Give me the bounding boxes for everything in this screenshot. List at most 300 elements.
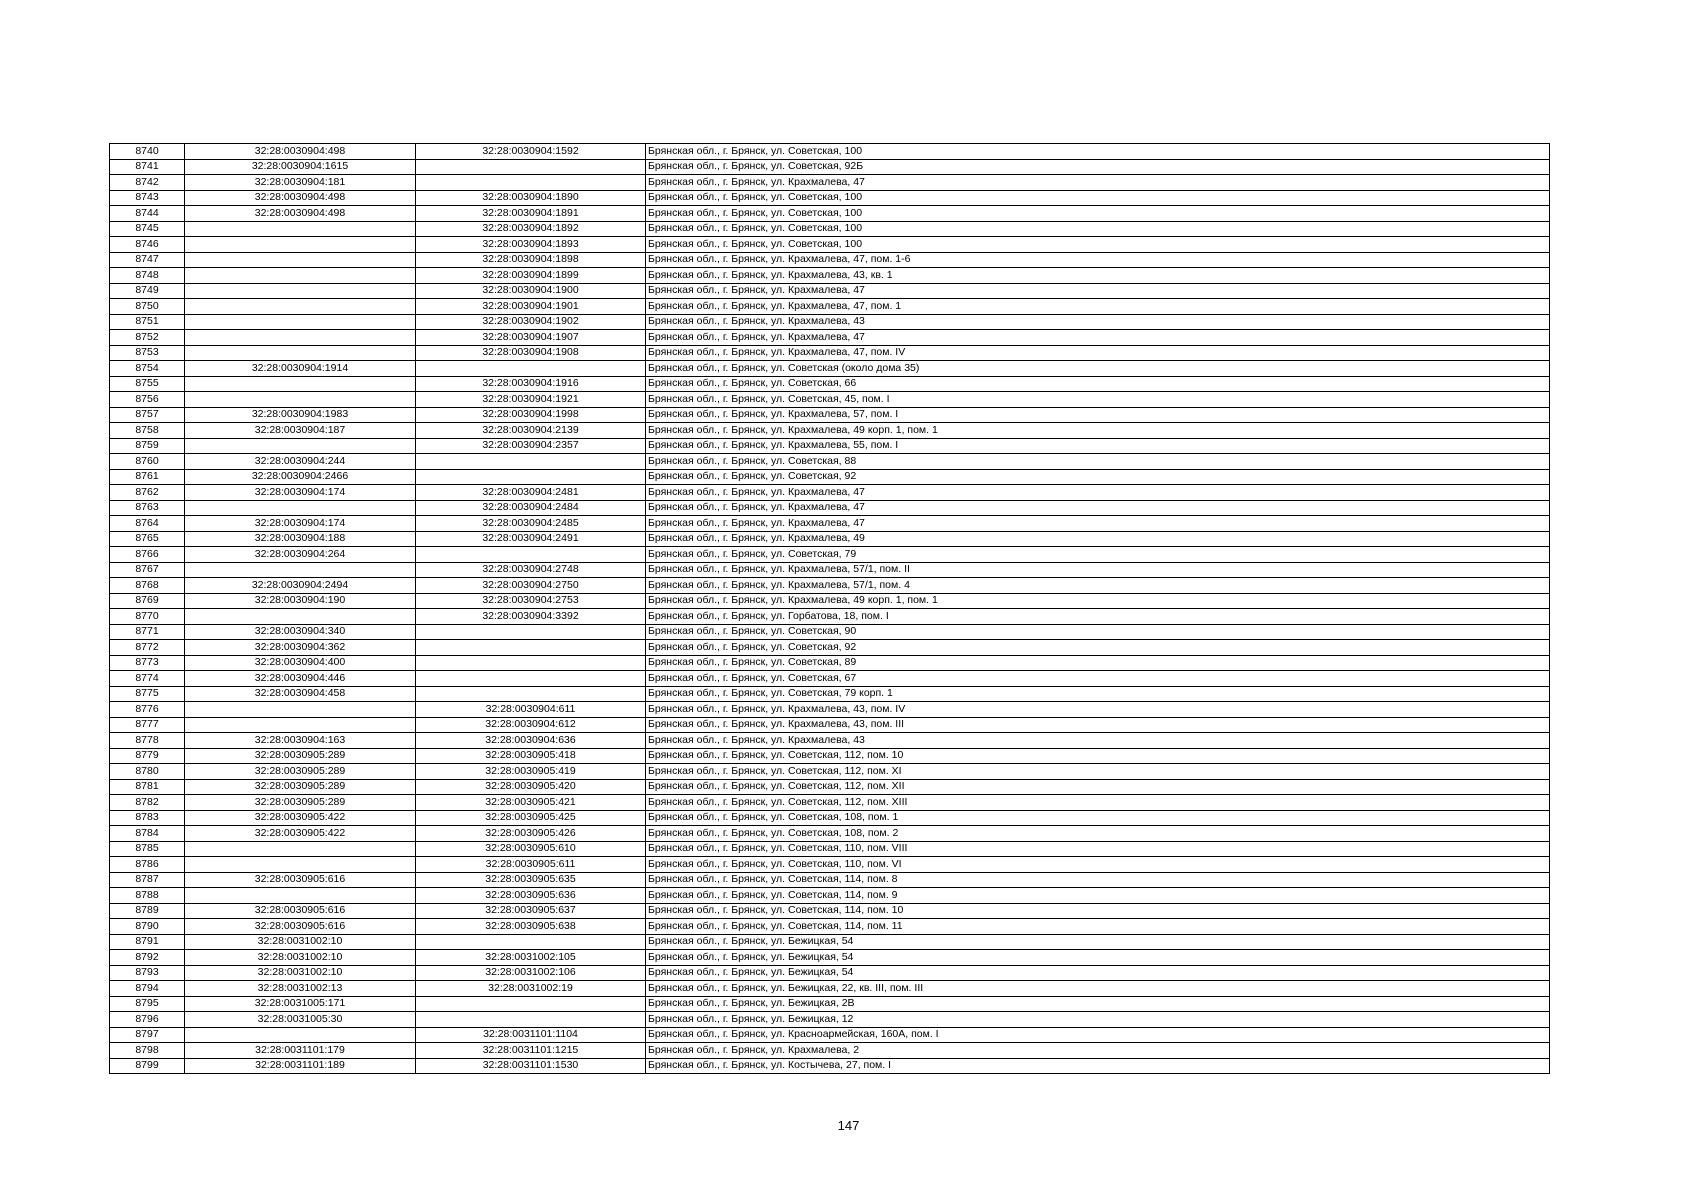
object-cadastral-number-cell: 32:28:0030904:1901 <box>416 299 646 315</box>
address-cell: Брянская обл., г. Брянск, ул. Крахмалева, 57, пом. I <box>646 407 1550 423</box>
object-cadastral-number-cell: 32:28:0030905:418 <box>416 748 646 764</box>
row-number-cell: 8748 <box>110 268 185 284</box>
parent-cadastral-number-cell: 32:28:0030904:1983 <box>185 407 416 423</box>
object-cadastral-number-cell: 32:28:0030904:2481 <box>416 485 646 501</box>
object-cadastral-number-cell: 32:28:0030905:419 <box>416 764 646 780</box>
object-cadastral-number-cell: 32:28:0030904:2357 <box>416 438 646 454</box>
object-cadastral-number-cell <box>416 1012 646 1028</box>
object-cadastral-number-cell: 32:28:0030904:1893 <box>416 237 646 253</box>
address-cell: Брянская обл., г. Брянск, ул. Советская, 114, пом. 8 <box>646 872 1550 888</box>
parent-cadastral-number-cell <box>185 500 416 516</box>
table-row <box>110 686 1550 702</box>
address-cell: Брянская обл., г. Брянск, ул. Крахмалева, 49 корп. 1, пом. 1 <box>646 423 1550 439</box>
table-row <box>110 640 1550 656</box>
address-cell: Брянская обл., г. Брянск, ул. Бежицкая, 12 <box>646 1012 1550 1028</box>
object-cadastral-number-cell: 32:28:0030904:612 <box>416 717 646 733</box>
object-cadastral-number-cell: 32:28:0030905:636 <box>416 888 646 904</box>
row-number-cell: 8747 <box>110 252 185 268</box>
object-cadastral-number-cell: 32:28:0031002:106 <box>416 965 646 981</box>
table-row <box>110 144 1550 160</box>
parent-cadastral-number-cell: 32:28:0031101:179 <box>185 1043 416 1059</box>
parent-cadastral-number-cell: 32:28:0031005:30 <box>185 1012 416 1028</box>
table-row <box>110 268 1550 284</box>
table-row <box>110 919 1550 935</box>
object-cadastral-number-cell <box>416 934 646 950</box>
parent-cadastral-number-cell <box>185 299 416 315</box>
parent-cadastral-number-cell: 32:28:0031002:10 <box>185 934 416 950</box>
object-cadastral-number-cell: 32:28:0030904:1907 <box>416 330 646 346</box>
address-cell: Брянская обл., г. Брянск, ул. Советская, 100 <box>646 190 1550 206</box>
address-cell: Брянская обл., г. Брянск, ул. Советская, 92 <box>646 640 1550 656</box>
row-number-cell: 8799 <box>110 1058 185 1074</box>
address-cell: Брянская обл., г. Брянск, ул. Крахмалева, 47, пом. 1 <box>646 299 1550 315</box>
table-row <box>110 733 1550 749</box>
row-number-cell: 8750 <box>110 299 185 315</box>
parent-cadastral-number-cell: 32:28:0031005:171 <box>185 996 416 1012</box>
row-number-cell: 8778 <box>110 733 185 749</box>
object-cadastral-number-cell: 32:28:0030905:610 <box>416 841 646 857</box>
parent-cadastral-number-cell <box>185 268 416 284</box>
object-cadastral-number-cell: 32:28:0030905:421 <box>416 795 646 811</box>
row-number-cell: 8759 <box>110 438 185 454</box>
address-cell: Брянская обл., г. Брянск, ул. Красноармейская, 160А, пом. I <box>646 1027 1550 1043</box>
address-cell: Брянская обл., г. Брянск, ул. Крахмалева, 49 корп. 1, пом. 1 <box>646 593 1550 609</box>
parent-cadastral-number-cell: 32:28:0030904:498 <box>185 190 416 206</box>
object-cadastral-number-cell <box>416 655 646 671</box>
parent-cadastral-number-cell: 32:28:0030904:458 <box>185 686 416 702</box>
table-row <box>110 500 1550 516</box>
object-cadastral-number-cell: 32:28:0031101:1215 <box>416 1043 646 1059</box>
table-row <box>110 1043 1550 1059</box>
address-cell: Брянская обл., г. Брянск, ул. Крахмалева, 47, пом. IV <box>646 345 1550 361</box>
object-cadastral-number-cell <box>416 159 646 175</box>
parent-cadastral-number-cell: 32:28:0030905:289 <box>185 764 416 780</box>
row-number-cell: 8791 <box>110 934 185 950</box>
address-cell: Брянская обл., г. Брянск, ул. Крахмалева, 57/1, пом. II <box>646 562 1550 578</box>
row-number-cell: 8742 <box>110 175 185 191</box>
table-row <box>110 252 1550 268</box>
address-cell: Брянская обл., г. Брянск, ул. Советская, 79 <box>646 547 1550 563</box>
address-cell: Брянская обл., г. Брянск, ул. Советская (около дома 35) <box>646 361 1550 377</box>
object-cadastral-number-cell: 32:28:0030904:1902 <box>416 314 646 330</box>
address-cell: Брянская обл., г. Брянск, ул. Крахмалева, 47 <box>646 175 1550 191</box>
table-row <box>110 671 1550 687</box>
address-cell: Брянская обл., г. Брянск, ул. Советская, 112, пом. XIII <box>646 795 1550 811</box>
table-row <box>110 810 1550 826</box>
parent-cadastral-number-cell: 32:28:0030904:446 <box>185 671 416 687</box>
object-cadastral-number-cell: 32:28:0030905:637 <box>416 903 646 919</box>
parent-cadastral-number-cell: 32:28:0030905:422 <box>185 826 416 842</box>
registry-table <box>109 143 1550 1074</box>
row-number-cell: 8746 <box>110 237 185 253</box>
row-number-cell: 8779 <box>110 748 185 764</box>
row-number-cell: 8745 <box>110 221 185 237</box>
object-cadastral-number-cell <box>416 454 646 470</box>
row-number-cell: 8798 <box>110 1043 185 1059</box>
object-cadastral-number-cell: 32:28:0030904:2491 <box>416 531 646 547</box>
address-cell: Брянская обл., г. Брянск, ул. Советская, 100 <box>646 221 1550 237</box>
row-number-cell: 8797 <box>110 1027 185 1043</box>
parent-cadastral-number-cell <box>185 376 416 392</box>
object-cadastral-number-cell: 32:28:0030904:1921 <box>416 392 646 408</box>
table-row <box>110 872 1550 888</box>
row-number-cell: 8762 <box>110 485 185 501</box>
parent-cadastral-number-cell <box>185 702 416 718</box>
table-row <box>110 469 1550 485</box>
parent-cadastral-number-cell: 32:28:0030904:264 <box>185 547 416 563</box>
address-cell: Брянская обл., г. Брянск, ул. Советская, 112, пом. 10 <box>646 748 1550 764</box>
row-number-cell: 8769 <box>110 593 185 609</box>
object-cadastral-number-cell <box>416 996 646 1012</box>
address-cell: Брянская обл., г. Брянск, ул. Горбатова, 18, пом. I <box>646 609 1550 625</box>
row-number-cell: 8773 <box>110 655 185 671</box>
address-cell: Брянская обл., г. Брянск, ул. Советская, 92 <box>646 469 1550 485</box>
table-row <box>110 1027 1550 1043</box>
parent-cadastral-number-cell: 32:28:0030904:244 <box>185 454 416 470</box>
table-row <box>110 779 1550 795</box>
parent-cadastral-number-cell: 32:28:0031101:189 <box>185 1058 416 1074</box>
table-row <box>110 423 1550 439</box>
object-cadastral-number-cell: 32:28:0030905:635 <box>416 872 646 888</box>
address-cell: Брянская обл., г. Брянск, ул. Советская, 100 <box>646 237 1550 253</box>
row-number-cell: 8795 <box>110 996 185 1012</box>
object-cadastral-number-cell: 32:28:0030905:611 <box>416 857 646 873</box>
row-number-cell: 8772 <box>110 640 185 656</box>
address-cell: Брянская обл., г. Брянск, ул. Советская, 67 <box>646 671 1550 687</box>
parent-cadastral-number-cell: 32:28:0030904:498 <box>185 206 416 222</box>
table-row <box>110 981 1550 997</box>
table-row <box>110 578 1550 594</box>
object-cadastral-number-cell: 32:28:0030904:2748 <box>416 562 646 578</box>
table-row <box>110 795 1550 811</box>
object-cadastral-number-cell: 32:28:0030904:636 <box>416 733 646 749</box>
parent-cadastral-number-cell: 32:28:0030904:1914 <box>185 361 416 377</box>
table-row <box>110 655 1550 671</box>
object-cadastral-number-cell: 32:28:0030905:425 <box>416 810 646 826</box>
address-cell: Брянская обл., г. Брянск, ул. Советская, 92Б <box>646 159 1550 175</box>
parent-cadastral-number-cell: 32:28:0031002:10 <box>185 965 416 981</box>
object-cadastral-number-cell: 32:28:0031002:19 <box>416 981 646 997</box>
object-cadastral-number-cell <box>416 361 646 377</box>
address-cell: Брянская обл., г. Брянск, ул. Крахмалева, 57/1, пом. 4 <box>646 578 1550 594</box>
object-cadastral-number-cell: 32:28:0030904:2484 <box>416 500 646 516</box>
table-row <box>110 516 1550 532</box>
parent-cadastral-number-cell: 32:28:0030904:2494 <box>185 578 416 594</box>
object-cadastral-number-cell: 32:28:0030904:1916 <box>416 376 646 392</box>
address-cell: Брянская обл., г. Брянск, ул. Советская, 45, пом. I <box>646 392 1550 408</box>
parent-cadastral-number-cell <box>185 345 416 361</box>
address-cell: Брянская обл., г. Брянск, ул. Советская, 110, пом. VI <box>646 857 1550 873</box>
address-cell: Брянская обл., г. Брянск, ул. Советская, 100 <box>646 206 1550 222</box>
address-cell: Брянская обл., г. Брянск, ул. Советская, 89 <box>646 655 1550 671</box>
address-cell: Брянская обл., г. Брянск, ул. Крахмалева, 43, пом. IV <box>646 702 1550 718</box>
object-cadastral-number-cell: 32:28:0031002:105 <box>416 950 646 966</box>
table-row <box>110 237 1550 253</box>
row-number-cell: 8768 <box>110 578 185 594</box>
address-cell: Брянская обл., г. Брянск, ул. Крахмалева, 43, пом. III <box>646 717 1550 733</box>
table-row <box>110 206 1550 222</box>
object-cadastral-number-cell <box>416 469 646 485</box>
row-number-cell: 8767 <box>110 562 185 578</box>
row-number-cell: 8760 <box>110 454 185 470</box>
address-cell: Брянская обл., г. Брянск, ул. Советская, 114, пом. 10 <box>646 903 1550 919</box>
table-row <box>110 376 1550 392</box>
address-cell: Брянская обл., г. Брянск, ул. Советская, 112, пом. XII <box>646 779 1550 795</box>
parent-cadastral-number-cell <box>185 841 416 857</box>
row-number-cell: 8761 <box>110 469 185 485</box>
object-cadastral-number-cell <box>416 640 646 656</box>
object-cadastral-number-cell: 32:28:0030904:1900 <box>416 283 646 299</box>
address-cell: Брянская обл., г. Брянск, ул. Советская, 112, пом. XI <box>646 764 1550 780</box>
parent-cadastral-number-cell <box>185 888 416 904</box>
parent-cadastral-number-cell: 32:28:0030904:174 <box>185 516 416 532</box>
table-row <box>110 624 1550 640</box>
parent-cadastral-number-cell: 32:28:0030904:163 <box>185 733 416 749</box>
row-number-cell: 8790 <box>110 919 185 935</box>
table-row <box>110 950 1550 966</box>
row-number-cell: 8765 <box>110 531 185 547</box>
parent-cadastral-number-cell: 32:28:0031002:13 <box>185 981 416 997</box>
address-cell: Брянская обл., г. Брянск, ул. Советская, 100 <box>646 144 1550 160</box>
address-cell: Брянская обл., г. Брянск, ул. Советская, 110, пом. VIII <box>646 841 1550 857</box>
table-row <box>110 159 1550 175</box>
object-cadastral-number-cell: 32:28:0030904:611 <box>416 702 646 718</box>
parent-cadastral-number-cell: 32:28:0030905:616 <box>185 919 416 935</box>
row-number-cell: 8788 <box>110 888 185 904</box>
object-cadastral-number-cell <box>416 671 646 687</box>
table-row <box>110 965 1550 981</box>
address-cell: Брянская обл., г. Брянск, ул. Советская, 114, пом. 11 <box>646 919 1550 935</box>
parent-cadastral-number-cell <box>185 857 416 873</box>
parent-cadastral-number-cell <box>185 392 416 408</box>
object-cadastral-number-cell: 32:28:0030904:1890 <box>416 190 646 206</box>
object-cadastral-number-cell: 32:28:0030904:1899 <box>416 268 646 284</box>
address-cell: Брянская обл., г. Брянск, ул. Советская, 66 <box>646 376 1550 392</box>
object-cadastral-number-cell: 32:28:0030904:1998 <box>416 407 646 423</box>
row-number-cell: 8777 <box>110 717 185 733</box>
table-row <box>110 702 1550 718</box>
row-number-cell: 8758 <box>110 423 185 439</box>
table-row <box>110 361 1550 377</box>
object-cadastral-number-cell: 32:28:0030904:3392 <box>416 609 646 625</box>
address-cell: Брянская обл., г. Брянск, ул. Советская, 79 корп. 1 <box>646 686 1550 702</box>
parent-cadastral-number-cell: 32:28:0030905:289 <box>185 795 416 811</box>
row-number-cell: 8751 <box>110 314 185 330</box>
row-number-cell: 8781 <box>110 779 185 795</box>
table-row <box>110 888 1550 904</box>
table-row <box>110 314 1550 330</box>
object-cadastral-number-cell: 32:28:0030904:2750 <box>416 578 646 594</box>
address-cell: Брянская обл., г. Брянск, ул. Бежицкая, 2В <box>646 996 1550 1012</box>
address-cell: Брянская обл., г. Брянск, ул. Советская, 108, пом. 2 <box>646 826 1550 842</box>
table-row <box>110 485 1550 501</box>
table-row <box>110 934 1550 950</box>
parent-cadastral-number-cell: 32:28:0030904:362 <box>185 640 416 656</box>
parent-cadastral-number-cell <box>185 609 416 625</box>
parent-cadastral-number-cell: 32:28:0030904:400 <box>185 655 416 671</box>
row-number-cell: 8789 <box>110 903 185 919</box>
row-number-cell: 8786 <box>110 857 185 873</box>
object-cadastral-number-cell: 32:28:0030904:1898 <box>416 252 646 268</box>
parent-cadastral-number-cell <box>185 283 416 299</box>
table-row <box>110 903 1550 919</box>
address-cell: Брянская обл., г. Брянск, ул. Крахмалева, 55, пом. I <box>646 438 1550 454</box>
row-number-cell: 8771 <box>110 624 185 640</box>
row-number-cell: 8784 <box>110 826 185 842</box>
parent-cadastral-number-cell: 32:28:0030904:181 <box>185 175 416 191</box>
row-number-cell: 8749 <box>110 283 185 299</box>
address-cell: Брянская обл., г. Брянск, ул. Костычева, 27, пом. I <box>646 1058 1550 1074</box>
address-cell: Брянская обл., г. Брянск, ул. Крахмалева, 43, кв. 1 <box>646 268 1550 284</box>
parent-cadastral-number-cell: 32:28:0030905:289 <box>185 748 416 764</box>
parent-cadastral-number-cell: 32:28:0030904:188 <box>185 531 416 547</box>
address-cell: Брянская обл., г. Брянск, ул. Крахмалева, 2 <box>646 1043 1550 1059</box>
table-row <box>110 190 1550 206</box>
address-cell: Брянская обл., г. Брянск, ул. Советская, 114, пом. 9 <box>646 888 1550 904</box>
row-number-cell: 8785 <box>110 841 185 857</box>
row-number-cell: 8792 <box>110 950 185 966</box>
table-row <box>110 175 1550 191</box>
object-cadastral-number-cell <box>416 686 646 702</box>
table-row <box>110 221 1550 237</box>
address-cell: Брянская обл., г. Брянск, ул. Крахмалева, 47 <box>646 283 1550 299</box>
table-row <box>110 717 1550 733</box>
parent-cadastral-number-cell: 32:28:0030905:616 <box>185 903 416 919</box>
address-cell: Брянская обл., г. Брянск, ул. Бежицкая, 22, кв. III, пом. III <box>646 981 1550 997</box>
object-cadastral-number-cell: 32:28:0030904:2485 <box>416 516 646 532</box>
row-number-cell: 8744 <box>110 206 185 222</box>
address-cell: Брянская обл., г. Брянск, ул. Советская, 88 <box>646 454 1550 470</box>
row-number-cell: 8793 <box>110 965 185 981</box>
parent-cadastral-number-cell: 32:28:0031002:10 <box>185 950 416 966</box>
parent-cadastral-number-cell <box>185 330 416 346</box>
address-cell: Брянская обл., г. Брянск, ул. Советская, 108, пом. 1 <box>646 810 1550 826</box>
row-number-cell: 8741 <box>110 159 185 175</box>
table-row <box>110 1058 1550 1074</box>
table-row <box>110 407 1550 423</box>
parent-cadastral-number-cell <box>185 438 416 454</box>
object-cadastral-number-cell: 32:28:0030905:638 <box>416 919 646 935</box>
row-number-cell: 8763 <box>110 500 185 516</box>
parent-cadastral-number-cell: 32:28:0030905:289 <box>185 779 416 795</box>
table-row <box>110 826 1550 842</box>
row-number-cell: 8774 <box>110 671 185 687</box>
parent-cadastral-number-cell: 32:28:0030905:422 <box>185 810 416 826</box>
row-number-cell: 8780 <box>110 764 185 780</box>
row-number-cell: 8787 <box>110 872 185 888</box>
table-row <box>110 283 1550 299</box>
table-row <box>110 562 1550 578</box>
row-number-cell: 8755 <box>110 376 185 392</box>
address-cell: Брянская обл., г. Брянск, ул. Бежицкая, 54 <box>646 965 1550 981</box>
table-row <box>110 764 1550 780</box>
row-number-cell: 8783 <box>110 810 185 826</box>
row-number-cell: 8796 <box>110 1012 185 1028</box>
parent-cadastral-number-cell <box>185 237 416 253</box>
parent-cadastral-number-cell <box>185 314 416 330</box>
object-cadastral-number-cell: 32:28:0030904:2139 <box>416 423 646 439</box>
row-number-cell: 8757 <box>110 407 185 423</box>
page-number: 147 <box>837 1118 860 1133</box>
object-cadastral-number-cell: 32:28:0030905:426 <box>416 826 646 842</box>
parent-cadastral-number-cell <box>185 221 416 237</box>
address-cell: Брянская обл., г. Брянск, ул. Крахмалева, 47 <box>646 500 1550 516</box>
parent-cadastral-number-cell <box>185 562 416 578</box>
row-number-cell: 8753 <box>110 345 185 361</box>
parent-cadastral-number-cell: 32:28:0030904:340 <box>185 624 416 640</box>
table-row <box>110 345 1550 361</box>
address-cell: Брянская обл., г. Брянск, ул. Советская, 90 <box>646 624 1550 640</box>
address-cell: Брянская обл., г. Брянск, ул. Крахмалева, 49 <box>646 531 1550 547</box>
parent-cadastral-number-cell <box>185 252 416 268</box>
row-number-cell: 8752 <box>110 330 185 346</box>
row-number-cell: 8766 <box>110 547 185 563</box>
object-cadastral-number-cell: 32:28:0030904:1592 <box>416 144 646 160</box>
table-row <box>110 299 1550 315</box>
table-row <box>110 438 1550 454</box>
row-number-cell: 8770 <box>110 609 185 625</box>
object-cadastral-number-cell <box>416 547 646 563</box>
row-number-cell: 8743 <box>110 190 185 206</box>
parent-cadastral-number-cell: 32:28:0030904:190 <box>185 593 416 609</box>
address-cell: Брянская обл., г. Брянск, ул. Крахмалева, 47 <box>646 330 1550 346</box>
table-row <box>110 593 1550 609</box>
parent-cadastral-number-cell <box>185 1027 416 1043</box>
table-row <box>110 609 1550 625</box>
address-cell: Брянская обл., г. Брянск, ул. Бежицкая, 54 <box>646 950 1550 966</box>
parent-cadastral-number-cell: 32:28:0030904:187 <box>185 423 416 439</box>
object-cadastral-number-cell: 32:28:0031101:1104 <box>416 1027 646 1043</box>
parent-cadastral-number-cell <box>185 717 416 733</box>
row-number-cell: 8776 <box>110 702 185 718</box>
table-row <box>110 1012 1550 1028</box>
table-row <box>110 547 1550 563</box>
row-number-cell: 8756 <box>110 392 185 408</box>
table-row <box>110 392 1550 408</box>
row-number-cell: 8764 <box>110 516 185 532</box>
table-row <box>110 330 1550 346</box>
object-cadastral-number-cell: 32:28:0030904:1892 <box>416 221 646 237</box>
object-cadastral-number-cell: 32:28:0030905:420 <box>416 779 646 795</box>
address-cell: Брянская обл., г. Брянск, ул. Бежицкая, 54 <box>646 934 1550 950</box>
table-row <box>110 996 1550 1012</box>
object-cadastral-number-cell: 32:28:0030904:2753 <box>416 593 646 609</box>
row-number-cell: 8782 <box>110 795 185 811</box>
parent-cadastral-number-cell: 32:28:0030905:616 <box>185 872 416 888</box>
registry-table-body <box>110 144 1550 1074</box>
object-cadastral-number-cell: 32:28:0030904:1891 <box>416 206 646 222</box>
table-row <box>110 454 1550 470</box>
table-row <box>110 841 1550 857</box>
parent-cadastral-number-cell: 32:28:0030904:174 <box>185 485 416 501</box>
address-cell: Брянская обл., г. Брянск, ул. Крахмалева, 43 <box>646 733 1550 749</box>
address-cell: Брянская обл., г. Брянск, ул. Крахмалева, 47 <box>646 516 1550 532</box>
address-cell: Брянская обл., г. Брянск, ул. Крахмалева, 47, пом. 1-6 <box>646 252 1550 268</box>
row-number-cell: 8754 <box>110 361 185 377</box>
table-row <box>110 531 1550 547</box>
table-row <box>110 748 1550 764</box>
object-cadastral-number-cell: 32:28:0031101:1530 <box>416 1058 646 1074</box>
parent-cadastral-number-cell: 32:28:0030904:2466 <box>185 469 416 485</box>
object-cadastral-number-cell <box>416 175 646 191</box>
address-cell: Брянская обл., г. Брянск, ул. Крахмалева, 43 <box>646 314 1550 330</box>
row-number-cell: 8740 <box>110 144 185 160</box>
parent-cadastral-number-cell: 32:28:0030904:498 <box>185 144 416 160</box>
table-row <box>110 857 1550 873</box>
parent-cadastral-number-cell: 32:28:0030904:1615 <box>185 159 416 175</box>
row-number-cell: 8794 <box>110 981 185 997</box>
object-cadastral-number-cell: 32:28:0030904:1908 <box>416 345 646 361</box>
